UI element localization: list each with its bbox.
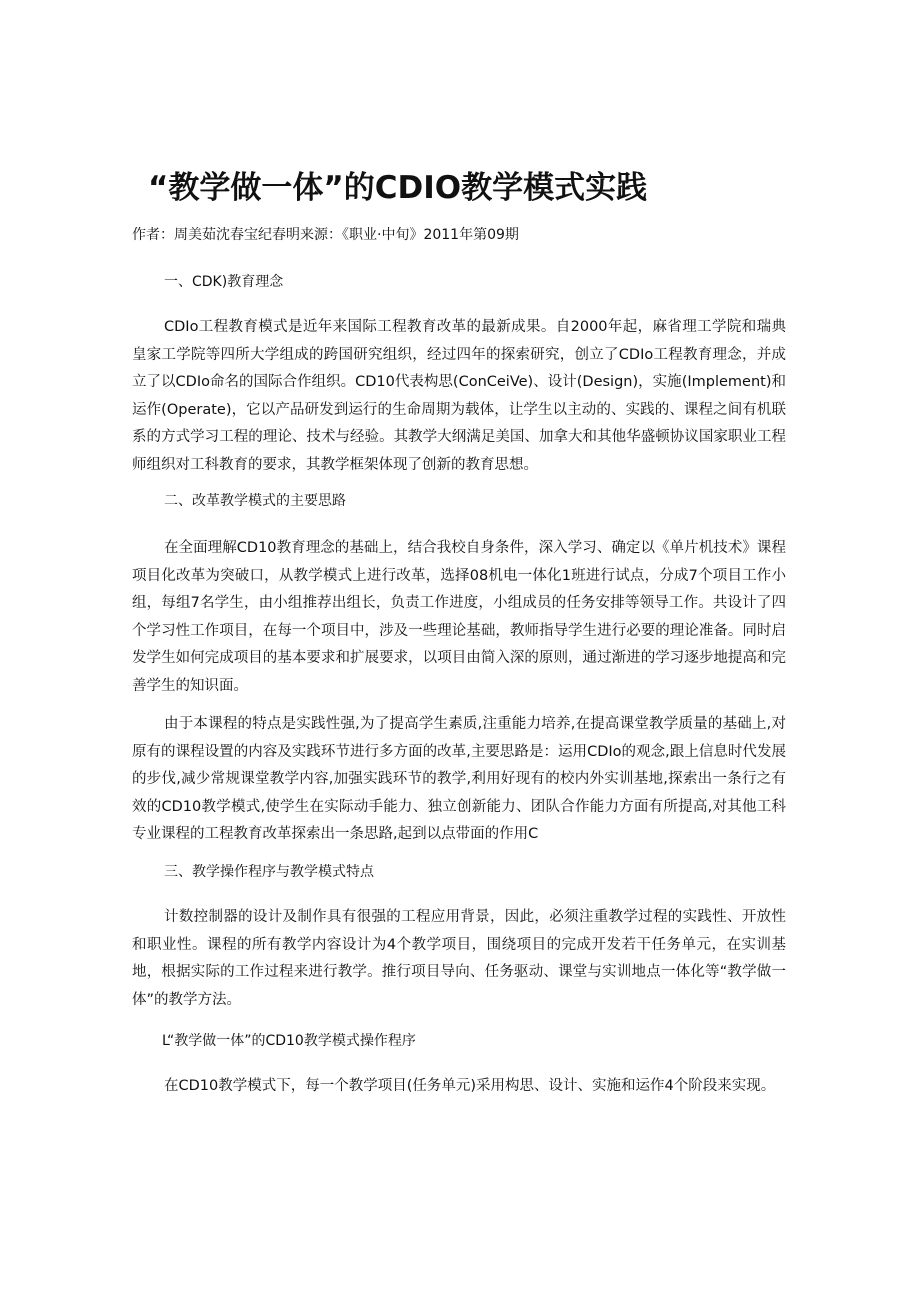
- page-title: “教学做一体”的CDIO教学模式实践: [148, 170, 648, 206]
- section-heading-2: 二、改革教学模式的主要思路: [164, 493, 346, 509]
- paragraph-3: 由于本课程的特点是实践性强,为了提高学生素质,注重能力培养,在提高课堂教学质量的基础上,对原有的课程设置的内容及实践环节进行多方面的改革,主要思路是：运用CDIo的观念,跟上信息时代发展的步伐,减少常规课堂教学内容,加强实践环节的教学,利用好现有的校内外实训基地,探索出一条行之有效的CD10教学模式,使学生在实际动手能力、独立创新能力、团队合作能力方面有所提高,对其他工科专业课程的工程教育改革探索出一条思路,起到以点带面的作用C: [132, 716, 786, 842]
- paragraph-4: 计数控制器的设计及制作具有很强的工程应用背景，因此，必须注重教学过程的实践性、开放性和职业性。课程的所有教学内容设计为4个教学项目，围绕项目的完成开发若干任务单元，在实训基地，根据实际的工作过程来进行教学。推行项目导向、任务驱动、课堂与实训地点一体化等“教学做一体”的教学方法。: [132, 909, 786, 1008]
- subsection-heading-1: L“教学做一体”的CD10教学模式操作程序: [162, 1033, 416, 1049]
- paragraph-5: 在CD10教学模式下，每一个教学项目(任务单元)采用构思、设计、实施和运作4个阶段来实现。: [164, 1078, 776, 1094]
- paragraph-2: 在全面理解CD10教育理念的基础上，结合我校自身条件，深入学习、确定以《单片机技术》课程项目化改革为突破口，从教学模式上进行改革，选择08机电一体化1班进行试点，分成7个项目工作小组，每组7名学生，由小组推荐出组长，负责工作进度，小组成员的任务安排等领导工作。共设计了四个学习性工作项目，在每一个项目中，涉及一些理论基础，教师指导学生进行必要的理论准备。同时启发学生如何完成项目的基本要求和扩展要求，以项目由简入深的原则，通过渐进的学习逐步地提高和完善学生的知识面。: [132, 540, 786, 694]
- section-heading-3: 三、教学操作程序与教学模式特点: [164, 864, 374, 880]
- author-source-line: 作者：周美茹沈春宝纪春明来源：《职业·中旬》2011年第09期: [132, 227, 519, 243]
- section-heading-1: 一、CDK)教育理念: [164, 274, 284, 290]
- paragraph-1: CDIo工程教育模式是近年来国际工程教育改革的最新成果。自2000年起，麻省理工学院和瑞典皇家工学院等四所大学组成的跨国研究组织，经过四年的探索研究，创立了CDIo工程教育理念，并成立了以CDIo命名的国际合作组织。CD10代表构思(ConCeiVe)、设计(Design)，实施(Implement)和运作(Operate)，它以产品研发到运行的生命周期为载体，让学生以主动的、实践的、课程之间有机联系的方式学习工程的理论、技术与经验。其教学大纲满足美国、加拿大和其他华盛顿协议国家职业工程师组织对工科教育的要求，其教学框架体现了创新的教育思想。: [132, 319, 786, 473]
